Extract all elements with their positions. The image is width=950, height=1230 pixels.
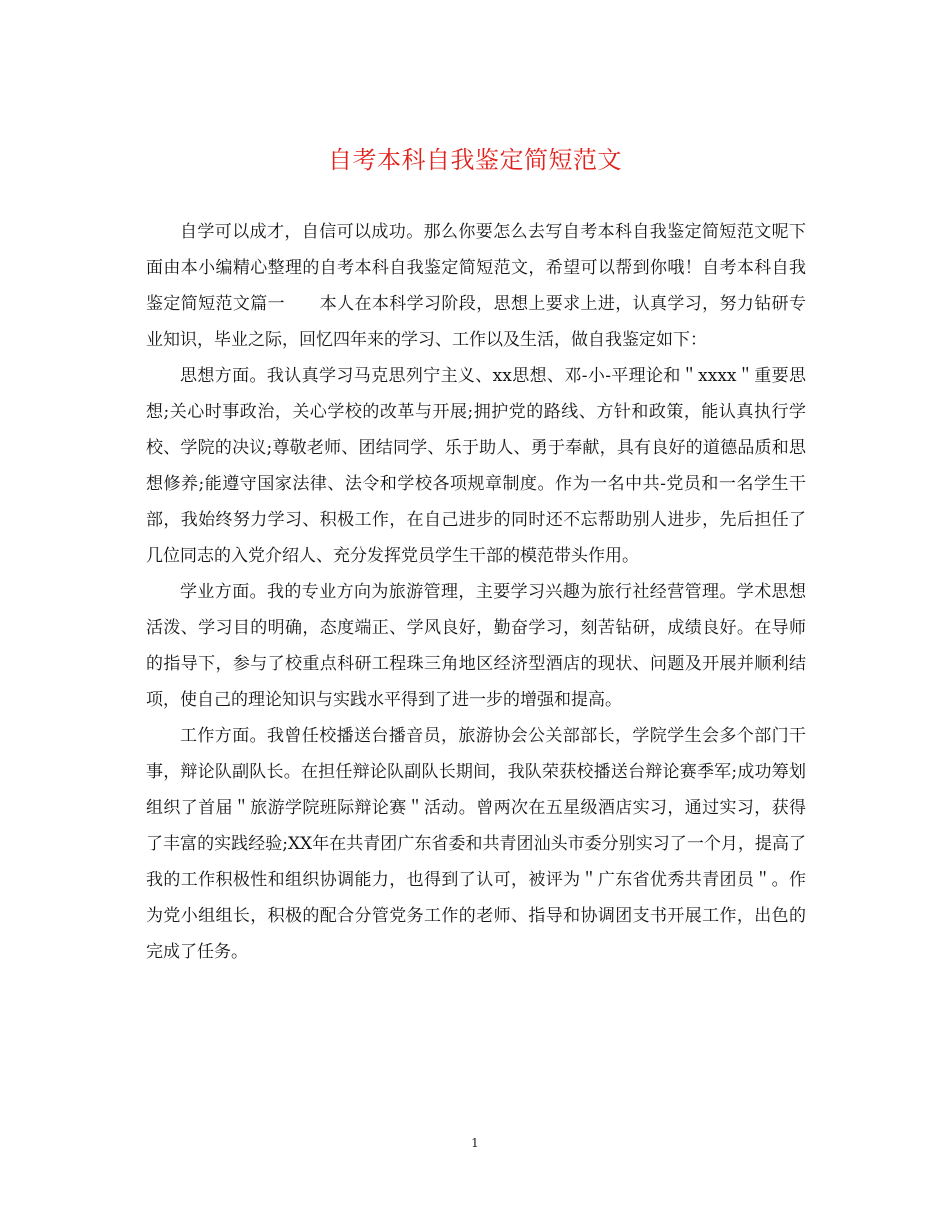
paragraph-ideology: 思想方面。我认真学习马克思列宁主义、xx思想、邓-小-平理论和＂xxxx＂重要思想;关心时事政治，关心学校的改革与开展;拥护党的路线、方针和政策，能认真执行学校、学院的决议;尊敬老师、团结同学、乐于助人、勇于奉献，具有良好的道德品质和思想修养;能遵守国家法律、法令和学校各项规章制度。作为一名中共-党员和一名学生干部，我始终努力学习、积极工作，在自己进步的同时还不忘帮助别人进步，先后担任了几位同志的入党介绍人、充分发挥党员学生干部的模范带头作用。	[146, 366, 806, 566]
paragraph-work: 工作方面。我曾任校播送台播音员，旅游协会公关部部长，学院学生会多个部门干事，辩论队副队长。在担任辩论队副队长期间，我队荣获校播送台辩论赛季军;成功筹划组织了首届＂旅游学院班际辩论赛＂活动。曾两次在五星级酒店实习，通过实习，获得了丰富的实践经验;XX年在共青团广东省委和共青团汕头市委分别实习了一个月，提高了我的工作积极性和组织协调能力，也得到了认可，被评为＂广东省优秀共青团员＂。作为党小组组长，积极的配合分管党务工作的老师、指导和协调团支书开展工作，出色的完成了任务。	[146, 726, 806, 962]
paragraph-academics: 学业方面。我的专业方向为旅游管理，主要学习兴趣为旅行社经营管理。学术思想活泼、学习目的明确，态度端正、学风良好，勤奋学习，刻苦钻研，成绩良好。在导师的指导下，参与了校重点科研工程珠三角地区经济型酒店的现状、问题及开展并顺利结项，使自己的理论知识与实践水平得到了进一步的增强和提高。	[146, 582, 806, 710]
document-title: 自考本科自我鉴定简短范文	[328, 146, 622, 174]
document-body	[146, 214, 806, 970]
page-number: 1	[471, 1136, 479, 1150]
paragraph-intro: 自学可以成才，自信可以成功。那么你要怎么去写自考本科自我鉴定简短范文呢下面由本小编精心整理的自考本科自我鉴定简短范文，希望可以帮到你哦！自考本科自我鉴定简短范文篇一 本人在本科学习阶段，思想上要求上进，认真学习，努力钻研专业知识，毕业之际，回忆四年来的学习、工作以及生活，做自我鉴定如下：	[146, 222, 806, 350]
